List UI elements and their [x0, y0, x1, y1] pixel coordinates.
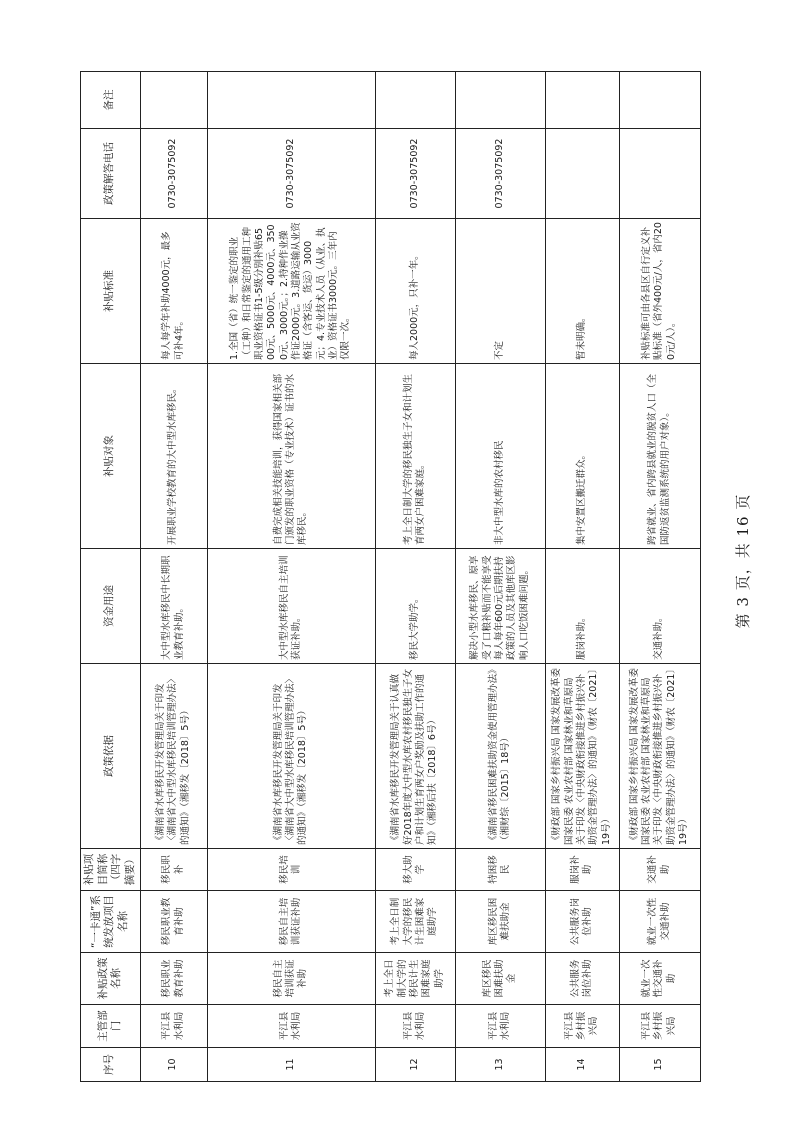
cell-note: [375, 72, 455, 129]
cell-note: [545, 72, 619, 129]
cell-target: 集中安置区搬迁群众。: [545, 364, 619, 549]
cell-purpose: 移民大学助学。: [375, 549, 455, 664]
cell-standard: 1.全国（省）统一鉴定的职业（工种）和日常鉴定的通用工种职业资格证书1-5级分别补贴6500元、5000元、4000元、3500元、3000元。；2.特种作业操作证2000元。3.道路运输从业资格证（含客运、货运）3000元；4.专业技术人员（从业、执业）资格证书3000元。三年内仅限一次。: [207, 219, 375, 364]
cell-abbr: 移民职补: [140, 849, 207, 891]
cell-name: 移民自主培训获证补助: [207, 953, 375, 1005]
cell-purpose: 解决小型水库移民、原享受了口粮补贴而不能享受每人每年600元后期扶持政策的人员及其他库区影响人口吃饭困难问题。: [455, 549, 545, 664]
cell-dept: 平江县乡村振兴局: [545, 1005, 619, 1048]
cell-basis: 《湖南省水库移民开发管理局关于认真做好2018年度大中型水库农村移民独生子女户和计划生育两女户奖励及扶助工作的通知》（湘移后扶〔2018〕6号）: [375, 664, 455, 849]
cell-dept: 平江县水利局: [140, 1005, 207, 1048]
header-note: 备注: [81, 72, 141, 129]
header-sys-name: “一卡通”系统发放项目名称: [81, 891, 141, 953]
cell-seq: 13: [455, 1048, 545, 1082]
cell-dept: 平江县乡村振兴局: [619, 1005, 700, 1048]
cell-phone: 0730-3075092: [140, 129, 207, 219]
table-row: [207, 72, 375, 1082]
cell-abbr: 移民培训: [207, 849, 375, 891]
table-header-row: [81, 72, 141, 1082]
header-standard: 补贴标准: [81, 219, 141, 364]
cell-name: 就业一次性交通补助: [619, 953, 700, 1005]
table-row: [545, 72, 619, 1082]
cell-basis: 《财政部 国家乡村振兴局 国家发展改革委 国家民委 农业农村部 国家林业和草原局 关于印发〈中央财政衔接推进乡村振兴补助资金管理办法〉的通知》（财农〔2021〕19号）: [545, 664, 619, 849]
header-abbr: 补贴项目简称（四字摘要）: [81, 849, 141, 891]
cell-standard: 补贴标准可由各县区自行定义补贴标准（省外400元/人，省内200元/人）。: [619, 219, 700, 364]
cell-target: 跨省就业、省内跨县就业的脱贫人口（全国防返贫监测系统的用户对象）。: [619, 364, 700, 549]
table-row: [375, 72, 455, 1082]
header-dept: 主管部门: [81, 1005, 141, 1048]
cell-sys-name: 公共服务岗位补助: [545, 891, 619, 953]
cell-seq: 12: [375, 1048, 455, 1082]
cell-purpose: 交通补助。: [619, 549, 700, 664]
table-row: [619, 72, 700, 1082]
header-basis: 政策依据: [81, 664, 141, 849]
cell-sys-name: 考上全日制大学的移民计生困难家庭助学: [375, 891, 455, 953]
cell-name: 公共服务岗位补助: [545, 953, 619, 1005]
cell-phone: 0730-3075092: [207, 129, 375, 219]
cell-target: 开展职业学校教育的大中型水库移民。: [140, 364, 207, 549]
cell-sys-name: 移民职业教育补助: [140, 891, 207, 953]
cell-phone: [619, 129, 700, 219]
cell-name: 移民职业教育补助: [140, 953, 207, 1005]
cell-seq: 15: [619, 1048, 700, 1082]
cell-sys-name: 就业一次性交通补助: [619, 891, 700, 953]
header-purpose: 资金用途: [81, 549, 141, 664]
table-row: [455, 72, 545, 1082]
header-name: 补贴政策名称: [81, 953, 141, 1005]
header-target: 补贴对象: [81, 364, 141, 549]
cell-note: [455, 72, 545, 129]
cell-phone: 0730-3075092: [455, 129, 545, 219]
cell-note: [140, 72, 207, 129]
cell-note: [619, 72, 700, 129]
table-row: [140, 72, 207, 1082]
cell-purpose: 服岗补助。: [545, 549, 619, 664]
cell-basis: 《财政部 国家乡村振兴局 国家发展改革委 国家民委 农业农村部 国家林业和草原局 关于印发〈中央财政衔接推进乡村振兴补助资金管理办法〉的通知》（财农〔2021〕19号）: [619, 664, 700, 849]
cell-dept: 平江县水利局: [455, 1005, 545, 1048]
cell-seq: 14: [545, 1048, 619, 1082]
cell-seq: 10: [140, 1048, 207, 1082]
cell-phone: 0730-3075092: [375, 129, 455, 219]
subsidy-policy-table: [80, 71, 701, 1082]
cell-seq: 11: [207, 1048, 375, 1082]
cell-sys-name: 移民自主培训获证补助: [207, 891, 375, 953]
cell-name: 库区移民困难扶助金: [455, 953, 545, 1005]
cell-basis: 《湖南省移民困难扶助资金使用管理办法》（湘财综〔2015〕18号）: [455, 664, 545, 849]
cell-purpose: 大中型水库移民自主培训获证补助。: [207, 549, 375, 664]
cell-target: 自费完成相关技能培训，获得国家相关部门颁发的职业资格（专业技术）证书的水库移民。: [207, 364, 375, 549]
cell-target: 非大中型水库的农村移民: [455, 364, 545, 549]
page-footer: 第 3 页，共 16 页: [734, 493, 752, 629]
cell-target: 考上全日制大学的移民独生子女和计划生育两女户困难家庭。: [375, 364, 455, 549]
cell-abbr: 特困移民: [455, 849, 545, 891]
cell-abbr: 移大助学: [375, 849, 455, 891]
cell-sys-name: 库区移民困难扶助金: [455, 891, 545, 953]
cell-abbr: 交通补助: [619, 849, 700, 891]
cell-standard: 不定: [455, 219, 545, 364]
cell-note: [207, 72, 375, 129]
cell-dept: 平江县水利局: [207, 1005, 375, 1048]
cell-basis: 《湖南省水库移民开发管理局关于印发〈湖南省大中型水库移民培训管理办法〉的通知》（湘移发〔2018〕5号）: [207, 664, 375, 849]
cell-basis: 《湖南省水库移民开发管理局关于印发〈湖南省大中型水库移民培训管理办法〉的通知》（湘移发〔2018〕5号）: [140, 664, 207, 849]
cell-abbr: 服岗补助: [545, 849, 619, 891]
cell-standard: 每人每学年补助4000元，最多可补4年。: [140, 219, 207, 364]
cell-standard: 暂未明确。: [545, 219, 619, 364]
header-seq: 序号: [81, 1048, 141, 1082]
cell-purpose: 大中型水库移民中长期职业教育补助。: [140, 549, 207, 664]
cell-phone: [545, 129, 619, 219]
cell-dept: 平江县水利局: [375, 1005, 455, 1048]
header-phone: 政策解答电话: [81, 129, 141, 219]
cell-standard: 每人2000元，只补一年。: [375, 219, 455, 364]
cell-name: 考上全日制大学的移民计生困难家庭助学: [375, 953, 455, 1005]
